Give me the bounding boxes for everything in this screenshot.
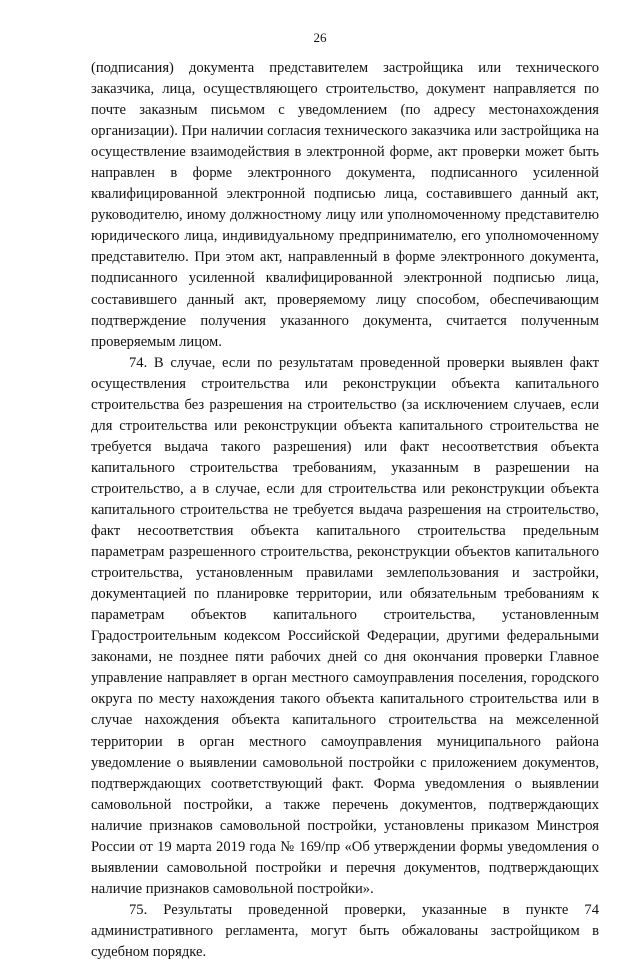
page-number: 26 <box>313 30 327 45</box>
document-body <box>91 58 599 963</box>
paragraph-continuation: (подписания) документа представителем застройщика или технического заказчика, лица, осуществляющего строительство, документ направляется по почте заказным письмом с уведомлением (по адресу местонахождения организации). При наличии согласия технического заказчика или застройщика на осуществление взаимодействия в электронной форме, акт проверки может быть направлен в форме электронного документа, подписанного усиленной квалифицированной электронной подписью лица, составившего данный акт, руководителю, иному должностному лицу или уполномоченному представителю юридического лица, индивидуальному предпринимателю, его уполномоченному представителю. При этом акт, направленный в форме электронного документа, подписанного усиленной квалифицированной электронной подписью лица, составившего данный акт, проверяемому лицу способом, обеспечивающим подтверждение получения указанного документа, считается полученным проверяемым лицом. <box>91 60 599 350</box>
paragraph-item-75: 75. Результаты проведенной проверки, указанные в пункте 74 административного регламента, могут быть обжалованы застройщиком в судебном порядке. <box>91 901 599 960</box>
paragraph-item-74: 74. В случае, если по результатам проведенной проверки выявлен факт осуществления строительства или реконструкции объекта капитального строительства без разрешения на строительство (за исключением случаев, если для строительства или реконструкции объекта капитального строительства не требуется выдача такого разрешения) или факт несоответствия объекта капитального строительства требованиям, указанным в разрешении на строительство, а в случае, если для строительства или реконструкции объекта капитального строительства не требуется выдача разрешения на строительство, факт несоответствия объекта капитального строительства предельным параметрам разрешенного строительства, реконструкции объектов капитального строительства, установленным правилами землепользования и застройки, документацией по планировке территории, или обязательным требованиям к параметрам объектов капитального строительства, установленным Градостроительным кодексом Российской Федерации, другими федеральными законами, не позднее пяти рабочих дней со дня окончания проверки Главное управление направляет в орган местного самоуправления поселения, городского округа по месту нахождения такого объекта капитального строительства или в случае нахождения объекта капитального строительства на межселенной территории в орган местного самоуправления муниципального района уведомление о выявлении самовольной постройки с приложением документов, подтверждающих соответствующий факт. Форма уведомления о выявлении самовольной постройки, а также перечень документов, подтверждающих наличие признаков самовольной постройки, установлены приказом Минстроя России от 19 марта 2019 года № 169/пр «Об утверждении формы уведомления о выявлении самовольной постройки и перечня документов, подтверждающих наличие признаков самовольной постройки». <box>91 354 599 897</box>
